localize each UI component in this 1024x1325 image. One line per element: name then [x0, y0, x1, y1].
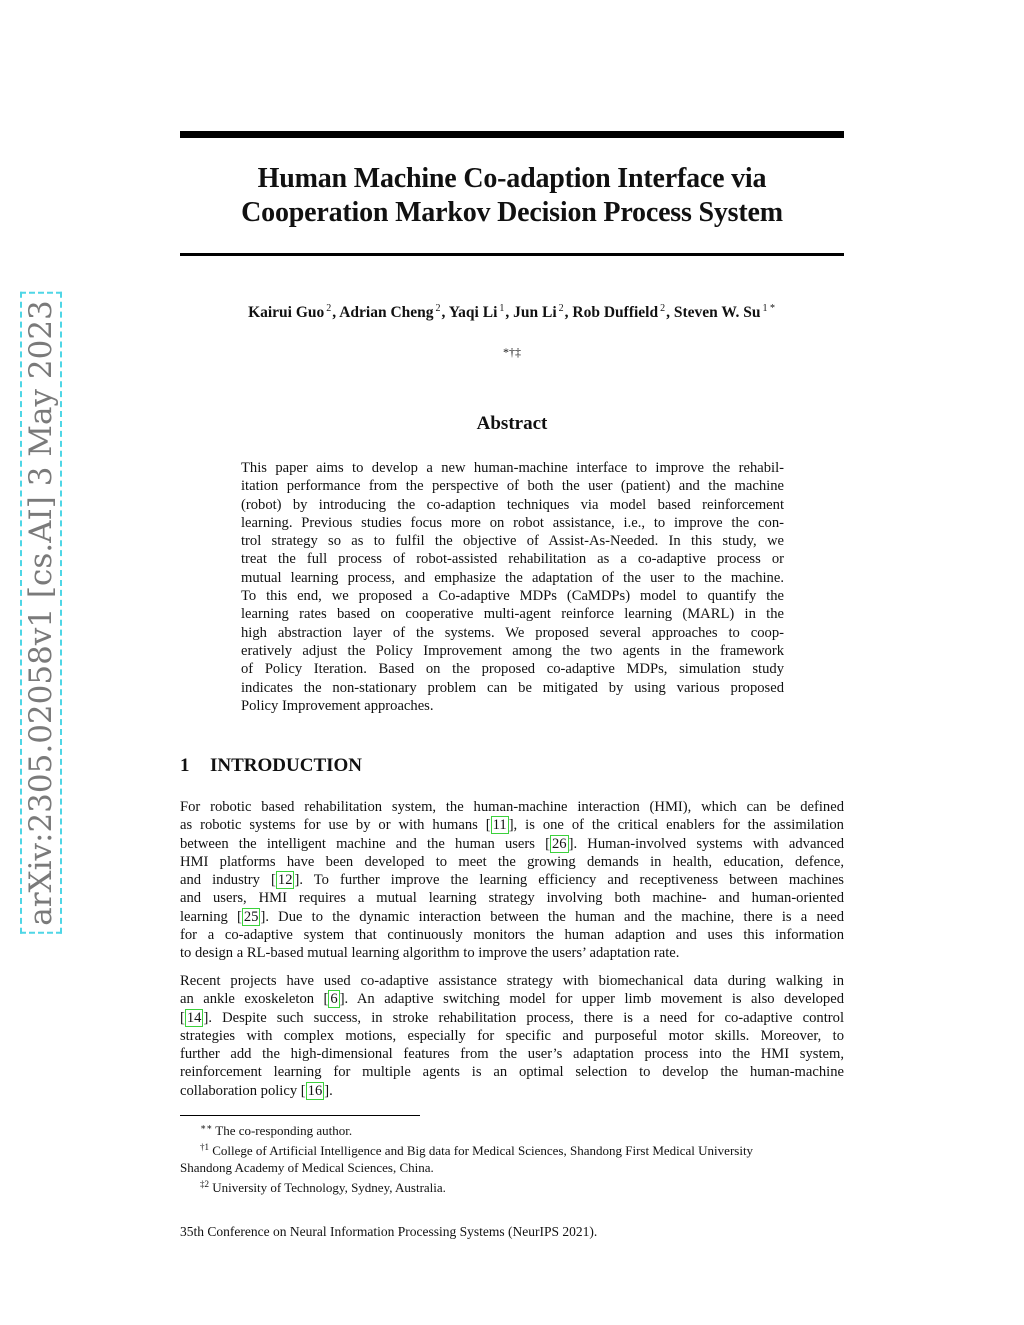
author-name: Rob Duffield [572, 304, 659, 321]
paragraph-line [180, 1009, 844, 1027]
author-name: Kairui Guo [248, 304, 325, 321]
title-line-2: Cooperation Markov Decision Process System [241, 197, 783, 228]
text-run: ]. Human-involved systems with advanced [568, 835, 844, 852]
intro-paragraph-1 [180, 798, 844, 963]
text-run: ]. [324, 1082, 333, 1099]
paper-title [180, 162, 844, 230]
footnote-mark: †1 [200, 1142, 209, 1152]
abstract-line: of Policy Iteration. Based on the proposed co-adaptive MDPs, simulation study [241, 661, 784, 678]
text-run: collaboration policy [ [180, 1082, 306, 1099]
citation-link[interactable]: 26 [552, 835, 567, 852]
author-name: Steven W. Su [673, 304, 761, 321]
paragraph-line: HMI platforms have been developed to meet the growing demands in health, education, defence, [180, 853, 844, 870]
section-number: 1 [180, 755, 190, 776]
paragraph-line: For robotic based rehabilitation system, the human-machine interaction (HMI), which can be defined [180, 799, 844, 815]
author-affiliation-mark: 1 [499, 303, 505, 314]
paragraph-line [180, 908, 844, 926]
footnotes [180, 1119, 844, 1196]
section-heading-introduction [180, 755, 362, 777]
abstract-line: learning rates based on cooperative multi-agent reinforce learning (MARL) in the [241, 606, 784, 623]
abstract-line: learning. Previous studies focus more on robot assistance, i.e., to improve the con- [241, 514, 784, 531]
paragraph-line: to design a RL-based mutual learning algorithm to improve the users’ adaptation rate. [180, 945, 680, 962]
title-line-1: Human Machine Co-adaption Interface via [257, 163, 767, 194]
author-affiliation-mark: 2 [660, 303, 666, 314]
footnote-text: The co-responding author. [215, 1123, 353, 1138]
footnote-text: College of Artificial Intelligence and Big data for Medical Sciences, Shandong First Medical University [212, 1143, 754, 1158]
citation-link[interactable]: 11 [492, 817, 507, 834]
arxiv-identifier-stamp[interactable]: arXiv:2305.02058v1 [cs.AI] 3 May 2023 [20, 292, 62, 934]
abstract-body [241, 459, 784, 715]
footnote-affiliation-1 [180, 1139, 844, 1159]
paragraph-line [180, 816, 844, 834]
paragraph-line: Recent projects have used co-adaptive assistance strategy with biomechanical data during walking in [180, 973, 844, 989]
paragraph-line [180, 990, 844, 1008]
citation-link[interactable]: 14 [186, 1009, 202, 1026]
author-name: Jun Li [513, 304, 557, 321]
paragraph-line [180, 835, 844, 853]
author-affiliation-mark: 2 [435, 303, 441, 314]
author-affiliation-mark: 2 [326, 303, 332, 314]
citation-link[interactable]: 12 [277, 872, 293, 889]
section-title: INTRODUCTION [210, 755, 363, 776]
abstract-line: high abstraction layer of the systems. We proposed several approaches to coop- [241, 624, 784, 641]
abstract-line: Policy Improvement approaches. [241, 697, 434, 714]
abstract-line: (robot) by introducing the co-adaption techniques via model based reinforcement [241, 496, 784, 513]
text-run: [ [180, 1009, 185, 1026]
abstract-line: eratively adjust the Policy Improvement among the two agents in the framework [241, 642, 784, 659]
footnote-corresponding [180, 1119, 844, 1139]
paragraph-line [180, 1082, 844, 1100]
text-run: ]. Due to the dynamic interaction between the human and the machine, there is a need [260, 908, 844, 925]
text-run: between the intelligent machine and the human users [ [180, 835, 550, 852]
footnote-mark: ‡2 [200, 1179, 209, 1189]
abstract-line: itation performance from the perspective of both the user (patient) and the machine [241, 478, 784, 495]
text-run: ]. An adaptive switching model for upper limb movement is also developed [339, 991, 844, 1008]
text-run: ], is one of the critical enablers for the assimilation [508, 817, 844, 834]
footnote-text: University of Technology, Sydney, Australia. [212, 1180, 446, 1195]
conference-venue: 35th Conference on Neural Information Processing Systems (NeurIPS 2021). [180, 1224, 598, 1239]
text-run: learning [ [180, 908, 242, 925]
author-name: Yaqi Li [448, 304, 498, 321]
citation-link[interactable]: 25 [243, 908, 259, 925]
abstract-line: To this end, we proposed a Co-adaptive MDPs (CaMDPs) model to quantify the [241, 588, 784, 605]
paragraph-line: for a co-adaptive system that continuously monitors the human adaption and uses this information [180, 927, 844, 944]
title-bottom-rule [180, 253, 844, 256]
author-name: Adrian Cheng [339, 304, 434, 321]
text-run: ]. Despite such success, in stroke rehabilitation process, there is a need for co-adaptive control [203, 1009, 844, 1026]
abstract-line: mutual learning process, and emphasize the adaptation of the user to the machine. [241, 569, 784, 586]
author-list: Kairui Guo $^2$, Adrian Cheng $^2$, Yaqi Li $^1$, Jun Li $^2$, Rob Duffield $^2$, Steven W. Su $^{1 *}$ [248, 303, 775, 321]
footnote-rule [180, 1115, 420, 1116]
abstract-line: treat the full process of robot-assisted rehabilitation as a co-adaptive process or [241, 551, 784, 568]
footnote-mark: ∗∗ [200, 1122, 213, 1132]
citation-link[interactable]: 6 [330, 991, 338, 1008]
footnote-affiliation-1-cont: Shandong Academy of Medical Sciences, China. [180, 1160, 434, 1175]
text-run: and industry [ [180, 872, 276, 889]
paragraph-line: strategies with complex motions, especially for specific and purposeful motor skills. Moreover, to [180, 1027, 844, 1044]
abstract-line: This paper aims to develop a new human-machine interface to improve the rehabil- [241, 460, 784, 476]
title-top-rule [180, 131, 844, 138]
abstract-line: indicates the non-stationary problem can be mitigated by using various proposed [241, 679, 784, 696]
text-run: ]. To further improve the learning efficiency and receptiveness between machines [294, 872, 844, 889]
paragraph-line: further add the high-dimensional features from the user’s adaptation process into the HMI system, [180, 1046, 844, 1063]
paragraph-line: reinforcement learning for multiple agents is an optimal selection to develop the human-machine [180, 1064, 844, 1081]
text-run: as robotic systems for use by or with humans [ [180, 817, 491, 834]
footnote-affiliation-2 [180, 1176, 844, 1196]
author-affiliation-mark: 1 * [762, 303, 775, 314]
paragraph-line [180, 871, 844, 889]
paragraph-line: and users, HMI requires a mutual learning strategy involving both machine- and human-oriented [180, 890, 844, 907]
abstract-line: trol strategy so as to fulfil the objective of Assist-As-Needed. In this study, we [241, 533, 784, 550]
abstract-heading: Abstract [476, 413, 548, 434]
citation-link[interactable]: 16 [307, 1082, 323, 1099]
intro-paragraph-2 [180, 972, 844, 1100]
author-affiliation-mark: 2 [558, 303, 564, 314]
text-run: an ankle exoskeleton [ [180, 991, 329, 1008]
affiliation-symbols: *†‡ [503, 345, 521, 359]
